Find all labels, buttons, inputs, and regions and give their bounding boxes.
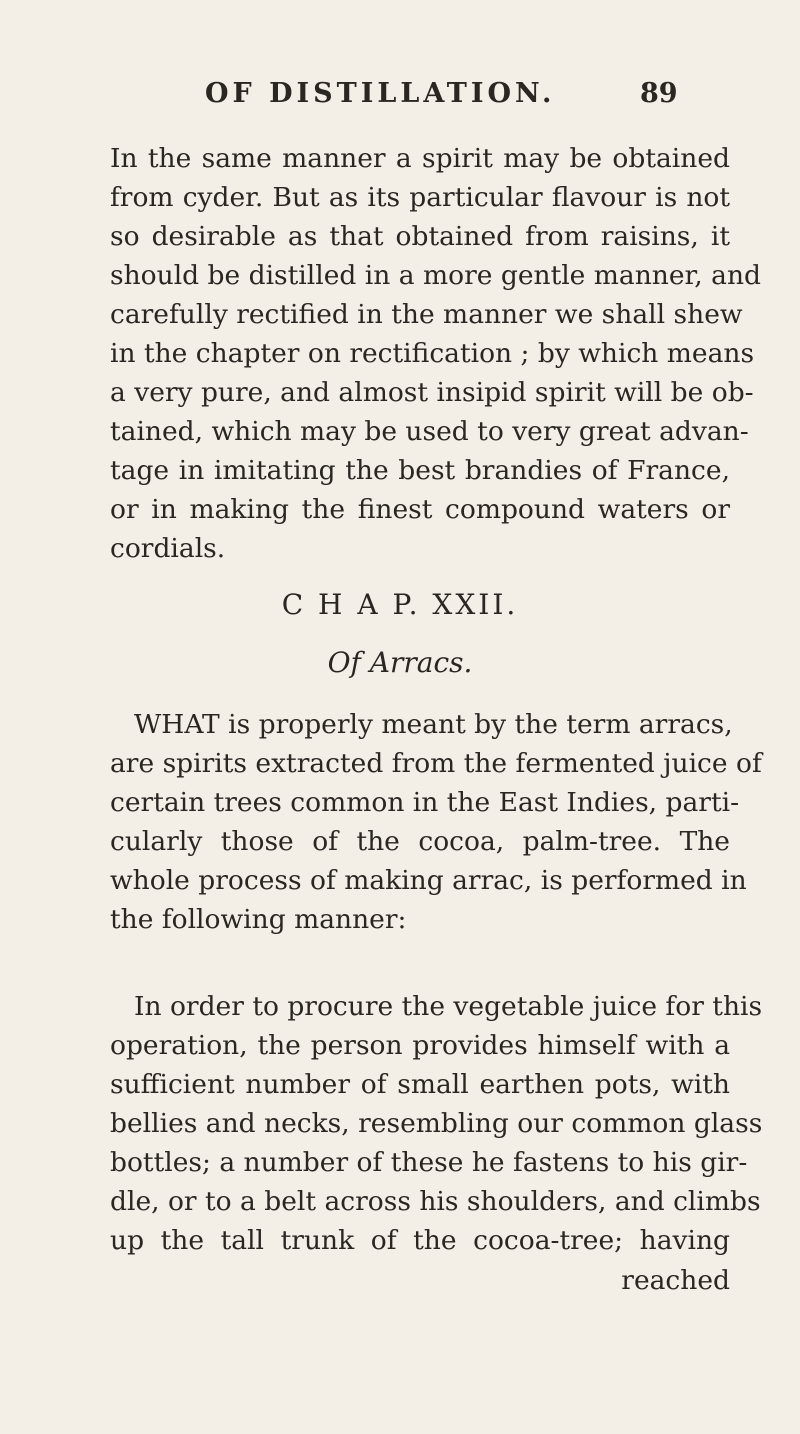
text-line: cularly those of the cocoa, palm-tree. The (110, 826, 730, 857)
text-line: so desirable as that obtained from raisins, it (110, 221, 730, 252)
section-title: Of Arracs. (327, 646, 473, 679)
text-line: operation, the person provides himself with a (110, 1030, 730, 1061)
chapter-heading: C H A P. XXII. (281, 588, 519, 621)
text-line: tained, which may be used to very great advan- (110, 416, 749, 447)
text-line: bottles; a number of these he fastens to his gir- (110, 1147, 748, 1178)
catchword: reached (621, 1265, 730, 1296)
page-number: 89 (640, 78, 678, 109)
text-line: are spirits extracted from the fermented juice of (110, 748, 762, 779)
running-title: OF DISTILLATION. (205, 78, 556, 109)
text-line: in the chapter on rectification ; by which means (110, 338, 755, 369)
text-line: In order to procure the vegetable juice for this (134, 991, 763, 1022)
text-line: whole process of making arrac, is performed in (110, 865, 747, 896)
text-line: the following manner: (110, 904, 407, 935)
text-line: should be distilled in a more gentle manner, and (110, 260, 761, 291)
text-line: In the same manner a spirit may be obtained (110, 143, 730, 174)
text-line: cordials. (110, 533, 226, 564)
text-line: bellies and necks, resembling our common glass (110, 1108, 763, 1139)
text-line: from cyder. But as its particular flavour is not (110, 182, 730, 213)
text-line: sufficient number of small earthen pots, with (110, 1069, 730, 1100)
text-line: certain trees common in the East Indies, parti- (110, 787, 740, 818)
text-line: WHAT is properly meant by the term arracs, (134, 709, 733, 740)
text-line: carefully rectified in the manner we shall shew (110, 299, 743, 330)
running-head (0, 78, 800, 114)
text-line: tage in imitating the best brandies of France, (110, 455, 730, 486)
text-line: dle, or to a belt across his shoulders, and climbs (110, 1186, 761, 1217)
text-line: or in making the finest compound waters or (110, 494, 730, 525)
text-line: a very pure, and almost insipid spirit will be ob- (110, 377, 754, 408)
text-line: up the tall trunk of the cocoa-tree; having (110, 1225, 730, 1256)
